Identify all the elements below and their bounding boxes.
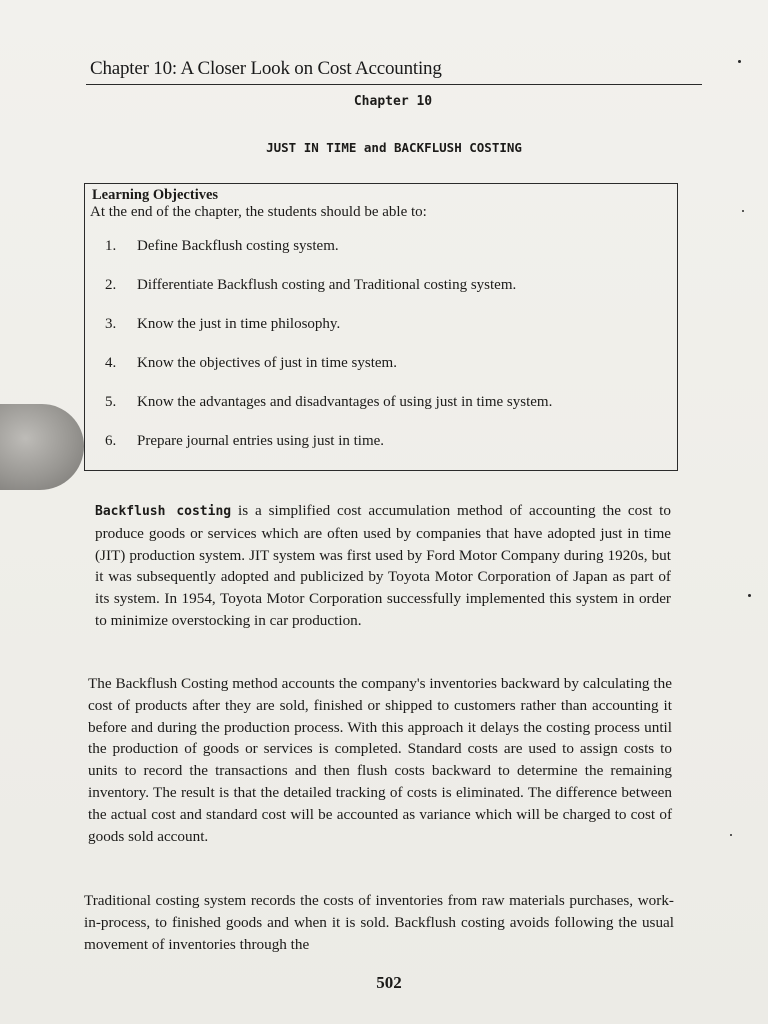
objectives-list bbox=[105, 238, 552, 472]
objective-item bbox=[105, 355, 552, 394]
scan-speck bbox=[748, 594, 751, 597]
running-header: Chapter 10: A Closer Look on Cost Accounting bbox=[90, 58, 442, 79]
objective-text: Define Backflush costing system. bbox=[137, 238, 339, 254]
objective-text: Know the just in time philosophy. bbox=[137, 316, 341, 332]
objective-text: Prepare journal entries using just in time. bbox=[137, 433, 385, 449]
objective-item bbox=[105, 238, 552, 277]
objective-text: Differentiate Backflush costing and Traditional costing system. bbox=[137, 277, 517, 293]
objective-number: 5. bbox=[105, 394, 117, 410]
lead-term: Backflush costing bbox=[95, 504, 232, 519]
objective-text: Know the advantages and disadvantages of using just in time system. bbox=[137, 394, 553, 410]
objective-number: 6. bbox=[105, 433, 117, 449]
objective-number: 1. bbox=[105, 238, 117, 254]
chapter-number: Chapter 10 bbox=[353, 94, 433, 109]
scan-speck bbox=[730, 834, 732, 836]
chapter-title: JUST IN TIME and BACKFLUSH COSTING bbox=[266, 140, 522, 155]
header-rule bbox=[86, 84, 702, 85]
paragraph-backflush-method: The Backflush Costing method accounts the company's inventories backward by calculating the cost of products after they are sold, finished or shipped to customers rather than accounting it before and during the production process. With this approach it delays the costing process until the production of goods or services is completed. Standard costs are used to assign costs to units to record the transactions and then flush costs backward to determine the remaining inventory. The result is that the detailed tracking of costs is eliminated. The difference between the actual cost and standard cost will be accounted as variance which will be charged to cost of goods sold account. bbox=[88, 675, 672, 845]
paragraph-traditional-costing: Traditional costing system records the costs of inventories from raw materials purchases, work-in-process, to finished goods and when it is sold. Backflush costing avoids following the usual movement of inventories through the bbox=[84, 892, 674, 953]
objective-item bbox=[105, 316, 552, 355]
thumb-shadow bbox=[0, 404, 84, 490]
objective-number: 4. bbox=[105, 355, 117, 371]
learning-objectives-box bbox=[84, 183, 678, 471]
scan-speck bbox=[738, 60, 741, 63]
objective-number: 2. bbox=[105, 277, 117, 293]
scan-speck bbox=[742, 210, 744, 212]
objective-item bbox=[105, 433, 552, 472]
paragraph-backflush-definition bbox=[95, 500, 671, 632]
objective-text: Know the objectives of just in time system. bbox=[137, 355, 397, 371]
objective-item bbox=[105, 394, 552, 433]
objectives-heading: Learning Objectives bbox=[92, 187, 219, 203]
objective-item bbox=[105, 277, 552, 316]
paragraph-text: is a simplified cost accumulation method of accounting the cost to produce goods or services which are often used by companies that have adopted just in time (JIT) production system. JIT system was first used by Ford Motor Company during 1920s, but it was subsequently adopted and publicized by Toyota Motor Corporation of Japan as part of its system. In 1954, Toyota Motor Corporation successfully implemented this system in order to minimize overstocking in car production. bbox=[95, 502, 671, 629]
objective-number: 3. bbox=[105, 316, 117, 332]
page-number: 502 bbox=[376, 973, 402, 992]
objectives-intro: At the end of the chapter, the students should be able to: bbox=[90, 204, 427, 220]
